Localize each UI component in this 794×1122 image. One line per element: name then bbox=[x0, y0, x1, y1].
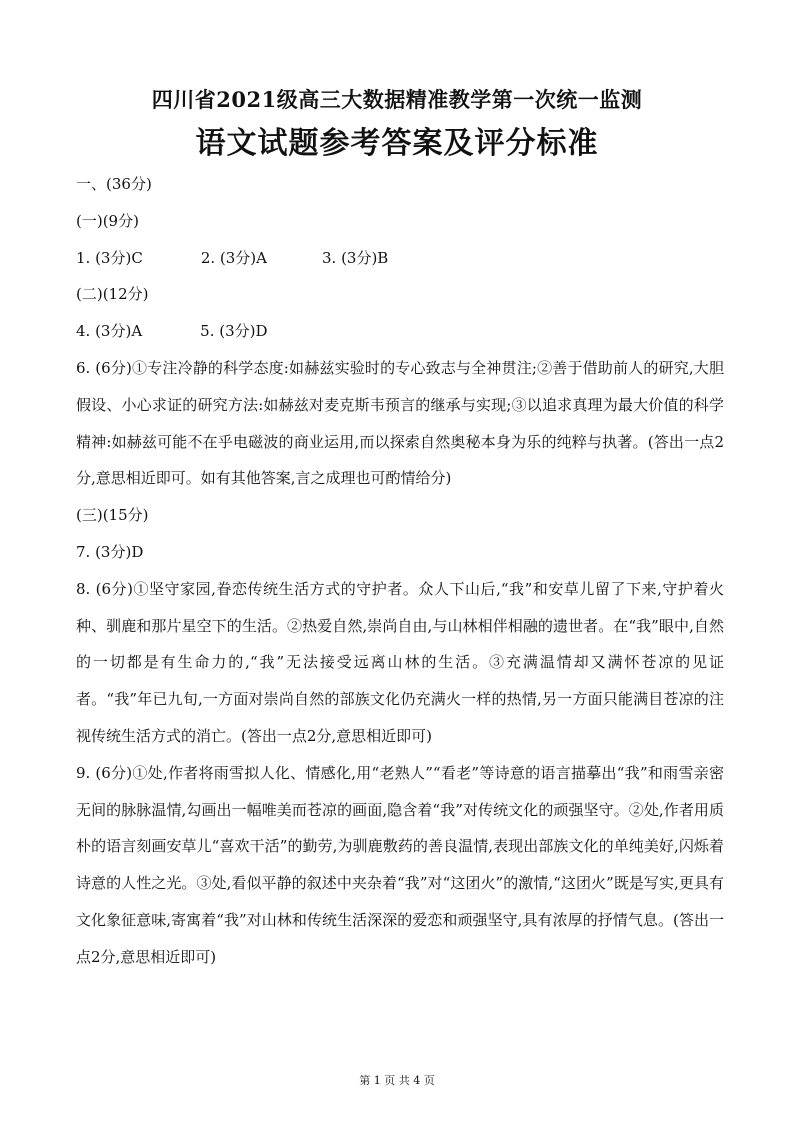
answer-q7: 7. (3分)D bbox=[76, 542, 144, 561]
answer-q6: 6. (6分)①专注冷静的科学态度:如赫兹实验时的专心致志与全神贯注;②善于借助前人的研究,大胆假设、小心求证的研究方法:如赫兹对麦克斯韦预言的继承与实现;③以追求真理为最大价值的科学精神:如赫兹可能不在乎电磁波的商业运用,而以探索自然奥秘本身为乐的纯粹与执著。(答出一点2分,意思相近即可。如有其他答案,言之成理也可酌情给分) bbox=[76, 358, 724, 488]
answer-row-4-5 bbox=[76, 313, 724, 350]
section-heading-part1: 一、(36分) bbox=[76, 175, 152, 193]
page-number: 第 1 页 共 4 页 bbox=[359, 1074, 435, 1087]
exam-subtitle: 四川省2021级高三大数据精准教学第一次统一监测 bbox=[151, 87, 643, 112]
answer-q3: 3. (3分)B bbox=[321, 248, 389, 267]
document-title: 语文试题参考答案及评分标准 bbox=[195, 126, 599, 161]
answer-q4: 4. (3分)A bbox=[76, 322, 143, 341]
answer-q5: 5. (3分)D bbox=[200, 322, 268, 341]
answer-row-1-3 bbox=[76, 240, 724, 277]
answer-q1: 1. (3分)C bbox=[76, 248, 143, 267]
answer-q9: 9. (6分)①处,作者将雨雪拟人化、情感化,用“老熟人”“看老”等诗意的语言描摹出“我”和雨雪亲密无间的脉脉温情,勾画出一幅唯美而苍凉的画面,隐含着“我”对传统文化的顽强坚守。②处,作者用质朴的语言刻画安草儿“喜欢干活”的勤劳,为驯鹿敷药的善良温情,表现出部族文化的单纯美好,闪烁着诗意的人性之光。③处,看似平静的叙述中夹杂着“我”对“这团火”的激情,“这团火”既是写实,更具有文化象征意味,寄寓着“我”对山林和传统生活深深的爱恋和顽强坚守,具有浓厚的抒情气息。(答出一点2分,意思相近即可) bbox=[76, 763, 724, 966]
section-heading-part1-3: (三)(15分) bbox=[76, 506, 149, 525]
answer-q2: 2. (3分)A bbox=[200, 248, 267, 267]
section-heading-part1-2: (二)(12分) bbox=[76, 285, 149, 304]
section-heading-part1-1: (一)(9分) bbox=[76, 211, 139, 230]
answer-content bbox=[76, 166, 724, 976]
answer-q8: 8. (6分)①坚守家园,眷恋传统生活方式的守护者。众人下山后,“我”和安草儿留了下来,守护着火种、驯鹿和那片星空下的生活。②热爱自然,崇尚自由,与山林相伴相融的遗世者。在“我”眼中,自然的一切都是有生命力的,“我”无法接受远离山林的生活。③充满温情却又满怀苍凉的见证者。“我”年已九旬,一方面对崇尚自然的部族文化仍充满火一样的热情,另一方面只能满目苍凉的注视传统生活方式的消亡。(答出一点2分,意思相近即可) bbox=[76, 579, 724, 745]
